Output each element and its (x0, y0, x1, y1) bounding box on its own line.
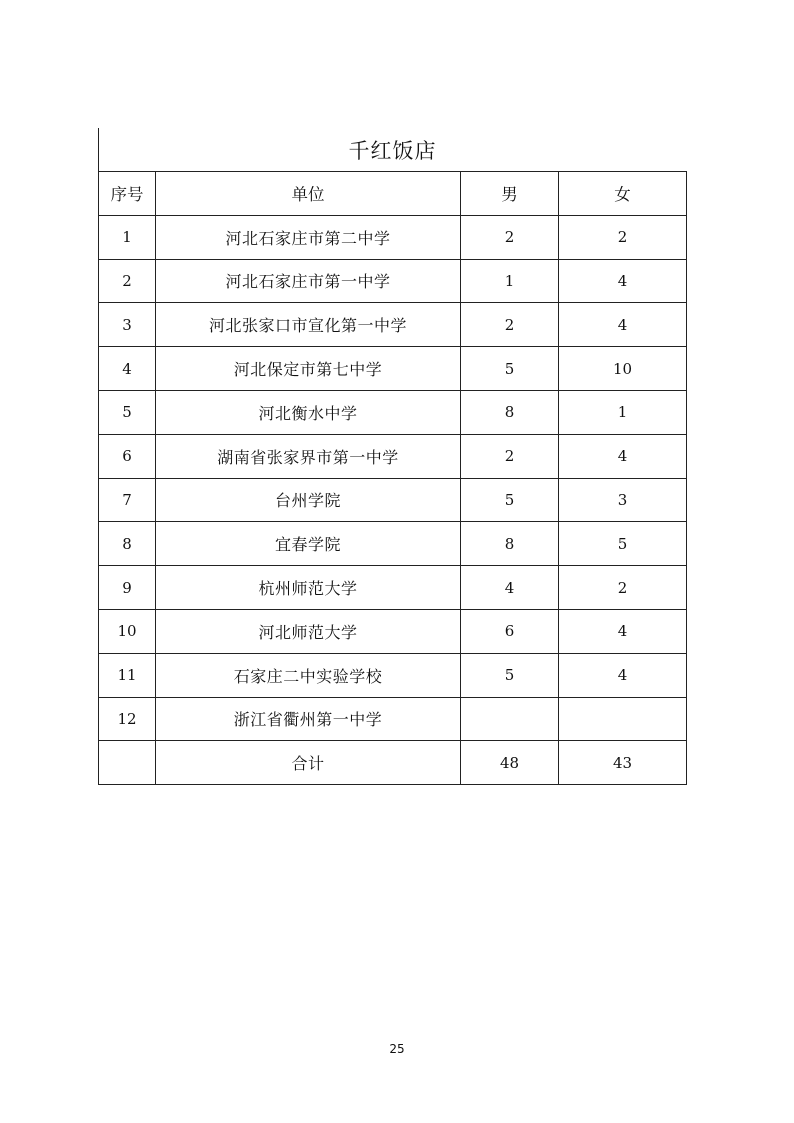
row-index: 9 (99, 566, 156, 610)
row-male: 2 (461, 215, 559, 259)
row-female: 4 (559, 609, 687, 653)
row-female: 10 (559, 347, 687, 391)
row-unit: 杭州师范大学 (156, 566, 461, 610)
row-index: 1 (99, 215, 156, 259)
row-male (461, 697, 559, 741)
row-female: 4 (559, 434, 687, 478)
row-index: 4 (99, 347, 156, 391)
table-row (99, 478, 687, 522)
total-row (99, 741, 687, 785)
row-index: 5 (99, 390, 156, 434)
row-index: 3 (99, 303, 156, 347)
row-unit: 河北石家庄市第二中学 (156, 215, 461, 259)
row-female: 4 (559, 303, 687, 347)
table-row (99, 697, 687, 741)
table-row (99, 609, 687, 653)
row-unit: 宜春学院 (156, 522, 461, 566)
row-index: 6 (99, 434, 156, 478)
table-row (99, 303, 687, 347)
total-male: 48 (461, 741, 559, 785)
table-row (99, 259, 687, 303)
row-male: 5 (461, 478, 559, 522)
header-unit: 单位 (156, 172, 461, 216)
row-index: 8 (99, 522, 156, 566)
table-title: 千红饭店 (98, 128, 686, 171)
header-row (99, 172, 687, 216)
row-female: 5 (559, 522, 687, 566)
row-unit: 湖南省张家界市第一中学 (156, 434, 461, 478)
row-male: 5 (461, 653, 559, 697)
row-female: 4 (559, 653, 687, 697)
row-unit: 台州学院 (156, 478, 461, 522)
row-male: 2 (461, 303, 559, 347)
row-male: 8 (461, 390, 559, 434)
header-female: 女 (559, 172, 687, 216)
total-label: 合计 (156, 741, 461, 785)
total-female: 43 (559, 741, 687, 785)
row-male: 4 (461, 566, 559, 610)
table-row (99, 653, 687, 697)
row-index: 10 (99, 609, 156, 653)
table-row (99, 434, 687, 478)
row-unit: 石家庄二中实验学校 (156, 653, 461, 697)
table-row (99, 390, 687, 434)
table-row (99, 347, 687, 391)
header-index: 序号 (99, 172, 156, 216)
table-row (99, 522, 687, 566)
header-male: 男 (461, 172, 559, 216)
row-index: 7 (99, 478, 156, 522)
row-unit: 河北师范大学 (156, 609, 461, 653)
row-female: 2 (559, 566, 687, 610)
allocation-table (98, 171, 687, 785)
page-number: 25 (389, 1042, 405, 1056)
row-index: 2 (99, 259, 156, 303)
row-unit: 浙江省衢州第一中学 (156, 697, 461, 741)
row-unit: 河北保定市第七中学 (156, 347, 461, 391)
row-female: 4 (559, 259, 687, 303)
row-male: 5 (461, 347, 559, 391)
row-female: 3 (559, 478, 687, 522)
row-index: 12 (99, 697, 156, 741)
row-unit: 河北张家口市宣化第一中学 (156, 303, 461, 347)
row-male: 2 (461, 434, 559, 478)
row-female: 1 (559, 390, 687, 434)
total-index-empty (99, 741, 156, 785)
hotel-table (98, 128, 686, 785)
row-female: 2 (559, 215, 687, 259)
table-row (99, 215, 687, 259)
row-male: 8 (461, 522, 559, 566)
row-female (559, 697, 687, 741)
table-body (99, 215, 687, 784)
row-unit: 河北衡水中学 (156, 390, 461, 434)
row-male: 1 (461, 259, 559, 303)
row-index: 11 (99, 653, 156, 697)
row-unit: 河北石家庄市第一中学 (156, 259, 461, 303)
row-male: 6 (461, 609, 559, 653)
table-row (99, 566, 687, 610)
